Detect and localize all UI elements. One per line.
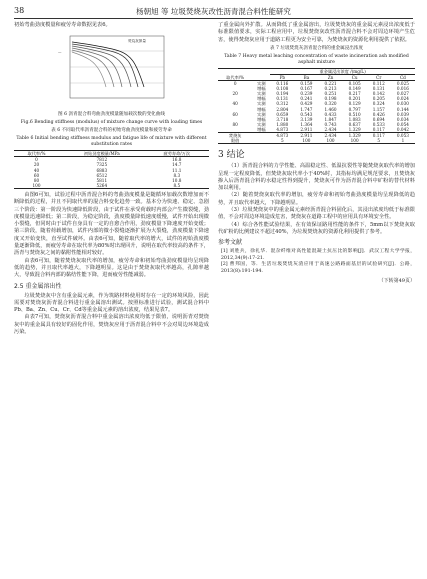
cell: 0.167	[300, 86, 313, 92]
header-rule	[14, 18, 413, 19]
cell: 5811	[96, 177, 108, 183]
cell: 1.364	[300, 121, 313, 127]
cell: 1	[401, 138, 405, 144]
cell: 0.659	[276, 111, 289, 117]
cell: 1.747	[300, 106, 313, 112]
cell: 100	[302, 138, 311, 144]
cell: 0.144	[396, 106, 409, 112]
cell: 0.433	[324, 111, 337, 117]
cell: 增幅	[257, 96, 266, 102]
cell: 实测	[257, 121, 266, 127]
cell: 2.434	[324, 126, 337, 132]
table-6-caption-en: Table 6 Initial bending stiffness modulus and fatigue life of mixture with different substitution rates	[16, 136, 207, 148]
cell: 2.804	[276, 106, 289, 112]
cell: 0.221	[324, 81, 337, 87]
cell	[252, 138, 270, 144]
body-paragraph: 垃圾焚烧灰中含有重金属元素，作为筑路材料使用时存在一定的环境风险，因此需要对焚烧灰沥青混合料进行重金属溶出测试。按照标准进行试验，测试混合料中Pb、Ba、Zn、Cu、Cr、Cd等重金属元素的溶出浓度，结果见表7。	[14, 292, 209, 314]
cell: 焚烧灰	[228, 133, 242, 139]
conclusion-item: （1）沥青混合料的力学性能、高温稳定性、低温抗裂性等随焚烧灰取代率的增加呈现一定程度降低，但焚烧灰取代率小于40%时，其指标均满足规范要求，且焚烧灰掺入后沥青混合料的水稳定性得到提升，焚烧灰可作为沥青混合料中矿粉的替代材料加以利用。	[218, 163, 415, 192]
cell: 1.847	[324, 116, 337, 122]
cell: 增幅	[257, 116, 266, 122]
cell: 10.8	[172, 177, 182, 183]
cell: 40	[232, 101, 238, 107]
body-paragraph: 由图6可知，试验过程中沥青混合料的弯曲劲度模量是随循环加载次数增加而不断降低的过程，并且不同取代率的混合料变化趋势一致。基本分为快速、稳定、急剧三个阶段：第一阶段为快速降低阶段，由于试件在承受荷载时内部会产生微裂缝，劲度模量迅速降低；第二阶段，为稳定阶段，劲度模量降低速度缓慢，试件开始出现微小裂缝，但同时由于试件自身具有一定的自愈合作用，劲度模量下降速度开始变缓；第三阶段，随着荷载增加，试件内部的微小裂缝逐渐扩展为大裂缝，劲度模量下降速度又开始变快，直至试件破坏。由表6可知，随着取代率的增大，试件的初始劲度模量逐渐降低，而疲劳寿命在取代率为80%时出现回升，说明在取代率较高的条件下，沥青与焚烧灰之间的黏附性能相对较好。	[14, 191, 209, 257]
table-7-header: Pb	[279, 74, 286, 80]
section-heading: 2.5 重金属溶出性	[14, 282, 62, 290]
cell: 0	[35, 157, 38, 163]
cell: 0.030	[396, 101, 409, 107]
cell: 0.743	[324, 121, 337, 127]
y-axis-ticks: —	[57, 50, 61, 55]
cell: 0.241	[300, 96, 313, 102]
cell: 0.105	[348, 81, 361, 87]
cell: 5264	[96, 182, 108, 188]
cell: 0.016	[396, 86, 409, 92]
conclusion-item: （3）垃圾焚烧灰中的重金属元素经沥青混合料固化后，其浸出浓度均低于标准限值，不会对周边环境造成危害，焚烧灰在道路工程中的应用具有环境安全性。	[218, 206, 415, 221]
cell: 0.324	[372, 101, 385, 107]
cell: 8.3	[173, 172, 181, 178]
reference-item: [2] 曹邦国，等．生活垃圾焚烧灰渣应用于高速公路路面基层的试验研究[J]．公路，2013(8):191-194.	[220, 262, 415, 274]
cell: 0.116	[276, 81, 289, 87]
figure-6-caption-en: Fig.6 Bending stiffness (modulus) of mixture change curve with loading times	[20, 120, 203, 126]
cell: 14.7	[172, 162, 182, 168]
cell: 1.880	[276, 121, 289, 127]
cell: 1.329	[348, 126, 361, 132]
cell: 11.1	[172, 167, 182, 173]
cell: 4.873	[276, 133, 289, 139]
conclusion-item: （2）随着焚烧灰取代率的增加，疲劳寿命和初始弯曲劲度模量均呈现降低的趋势，并且取代率越大，下降越明显。	[218, 192, 415, 206]
cell: 增幅	[257, 86, 266, 92]
cell: 1.329	[348, 133, 361, 139]
cell: 增幅	[257, 106, 266, 112]
references-heading: 参考文献	[218, 239, 243, 247]
cell: 增幅	[257, 126, 266, 132]
cell: 0.426	[372, 111, 385, 117]
cell: 20	[33, 162, 40, 168]
figure-legend: 焚烧灰掺量	[127, 39, 146, 44]
cell: 0.637	[348, 121, 361, 127]
cell: 0.039	[396, 111, 409, 117]
body-paragraph: 由表6可知，随着焚烧灰取代率的增加，疲劳寿命和初始弯曲劲度模量均呈现降低的趋势，并且取代率越大，下降越明显。这是由于焚烧灰取代率越高，孔隙率越大，导致混合料内部的黏结性能下降，进而疲劳性能减弱。	[14, 257, 209, 279]
right-column	[218, 22, 415, 285]
cell: 0.112	[372, 81, 385, 87]
cell: 60	[33, 172, 40, 178]
cell: 0.201	[348, 96, 361, 102]
cell: 0.108	[276, 86, 289, 92]
table-7-caption-cn: 表 7 垃圾焚烧灰沥青混合料的重金属浸出浓度	[269, 45, 364, 51]
table-row	[218, 138, 415, 144]
cell: 6883	[96, 167, 108, 173]
cell: 0.159	[300, 81, 313, 87]
cell: 7325	[96, 162, 108, 168]
cell: 5	[377, 138, 381, 144]
cell: 实测	[257, 101, 266, 107]
cell: 0.129	[348, 101, 361, 107]
cell: 5	[280, 138, 284, 144]
table-6-header: 初始劲度模量/MPa	[83, 151, 120, 157]
page-number: 38	[14, 6, 25, 15]
stiffness-curve-plot	[56, 32, 168, 110]
cell: 0.797	[348, 106, 361, 112]
cell: 0.142	[372, 91, 385, 97]
cell: 3.718	[276, 116, 289, 122]
cell: 0.543	[300, 111, 313, 117]
cell: 0.510	[348, 111, 361, 117]
cell: 1.157	[372, 106, 385, 112]
cell: 0.025	[396, 81, 409, 87]
table-6-header: 疲劳寿命/万次	[163, 151, 191, 157]
table-7-header: Ba	[303, 74, 310, 80]
cell: 0.239	[300, 91, 313, 97]
cell: 40	[33, 167, 40, 173]
cell: 0.042	[396, 126, 409, 132]
cell: 0.053	[396, 133, 409, 139]
cell: 实测	[257, 81, 266, 87]
table-7-header: Cr	[376, 74, 382, 80]
cell: 2.911	[300, 133, 313, 139]
cell: 6512	[96, 172, 108, 178]
cell: 1.460	[324, 106, 337, 112]
table-7-header: Cd	[399, 74, 406, 80]
cell: 0.429	[300, 101, 313, 107]
table-6	[14, 150, 209, 189]
running-header	[14, 6, 413, 19]
cell: 限值	[230, 138, 240, 144]
cell: 0	[233, 81, 237, 87]
cell: 0.533	[372, 121, 385, 127]
cell: 20	[232, 91, 238, 97]
cell: 0.027	[396, 91, 409, 97]
cell: 0.117	[372, 126, 385, 132]
cell: 0.312	[276, 101, 289, 107]
cell: 80	[232, 121, 238, 127]
table-7-header: Cu	[351, 74, 358, 80]
figure-6-caption-cn: 图 6 沥青混合料弯曲劲度模量随加载次数的变化曲线	[58, 112, 165, 118]
cell: 0.251	[324, 91, 337, 97]
cell: 0.131	[276, 96, 289, 102]
table-7-body	[218, 81, 415, 144]
table-6-header: 取代率/%	[27, 151, 46, 157]
body-paragraph: 了重金属向外扩散。从而降低了重金属溶出，垃圾焚烧灰的重金属元素浸出浓度低于标准限值要求，实际工程应用中，垃圾焚烧灰改性沥青混合料不会对周边环境产生危害，使得焚烧灰应用于道路工程更为安全可靠，为焚烧灰的资源化利用提供了依据。	[218, 22, 415, 43]
cell: 0.205	[372, 96, 385, 102]
table-7-caption-en: Table 7 Heavy metal leaching concentration of waste incineration ash modified asphalt mixture	[224, 53, 409, 65]
conclusion-item: （4）综合各性能试验结果，在有效保证路用性能的条件下，5mm以下焚烧灰取代矿粉的比例建议不超过40%，为垃圾焚烧灰的资源化利用提供了参考。	[218, 221, 415, 235]
left-column	[14, 22, 209, 336]
table-row	[14, 183, 209, 189]
table-7-header: Zn	[327, 74, 334, 80]
cell: 100	[32, 182, 41, 188]
cell: 3.139	[300, 116, 313, 122]
conclusion-heading: 3 结论	[218, 150, 245, 161]
cell: 8.5	[173, 182, 181, 188]
cell: 0.320	[324, 101, 337, 107]
table-7	[218, 68, 415, 144]
cell: 0.149	[348, 86, 361, 92]
cell: 0.213	[324, 86, 337, 92]
cell: 0.054	[396, 121, 409, 127]
body-paragraph: 由表7可知，焚烧灰沥青混合料中重金属溶出浓度均低于限值，说明沥青对焚烧灰中的重金属具有较好的固化作用，焚烧灰应用于沥青混合料中不会对周边环境造成污染。	[14, 314, 209, 335]
cell: 7812	[96, 157, 108, 163]
cell: 4.873	[276, 126, 289, 132]
cell: 0.034	[396, 116, 409, 122]
cell: 0.194	[276, 91, 289, 97]
cell: 80	[33, 177, 40, 183]
running-title: 杨朝旭 等 垃圾焚烧灰改性沥青混合料性能研究	[136, 7, 291, 16]
cell: 0.117	[372, 133, 385, 139]
cell: 0.024	[396, 96, 409, 102]
cell: 0.217	[348, 91, 361, 97]
cell: 2.911	[300, 126, 313, 132]
table-7-unit-header: 重金属浸出浓度 /(mg/L)	[270, 68, 415, 74]
intro-paragraph: 初始弯曲劲度模量和疲劳寿命数据见表6。	[14, 22, 111, 28]
cell: 1.083	[348, 116, 361, 122]
continued-note: （下转第49页）	[378, 277, 415, 284]
table-6-caption-cn: 表 6 不同取代率沥青混合料的初始弯曲劲度模量和疲劳寿命	[51, 128, 172, 134]
cell: 0.198	[324, 96, 337, 102]
reference-item: [1] 刘胜兵，徐礼华．混杂纤维对高性能混凝土抗压比的影响[J]．武汉工程大学学报，2012,34(9):17-21.	[220, 249, 415, 261]
cell: 60	[232, 111, 238, 117]
cell: 实测	[257, 91, 266, 97]
cell: 实测	[257, 111, 266, 117]
cell: 100	[326, 138, 335, 144]
cell: 2.434	[324, 133, 337, 139]
table-7-header: 取代率/%	[226, 74, 245, 80]
cell: 0.694	[372, 116, 385, 122]
cell: 100	[350, 138, 359, 144]
cell: 0.131	[372, 86, 385, 92]
cell: 16.8	[172, 157, 182, 163]
figure-6	[56, 32, 168, 110]
